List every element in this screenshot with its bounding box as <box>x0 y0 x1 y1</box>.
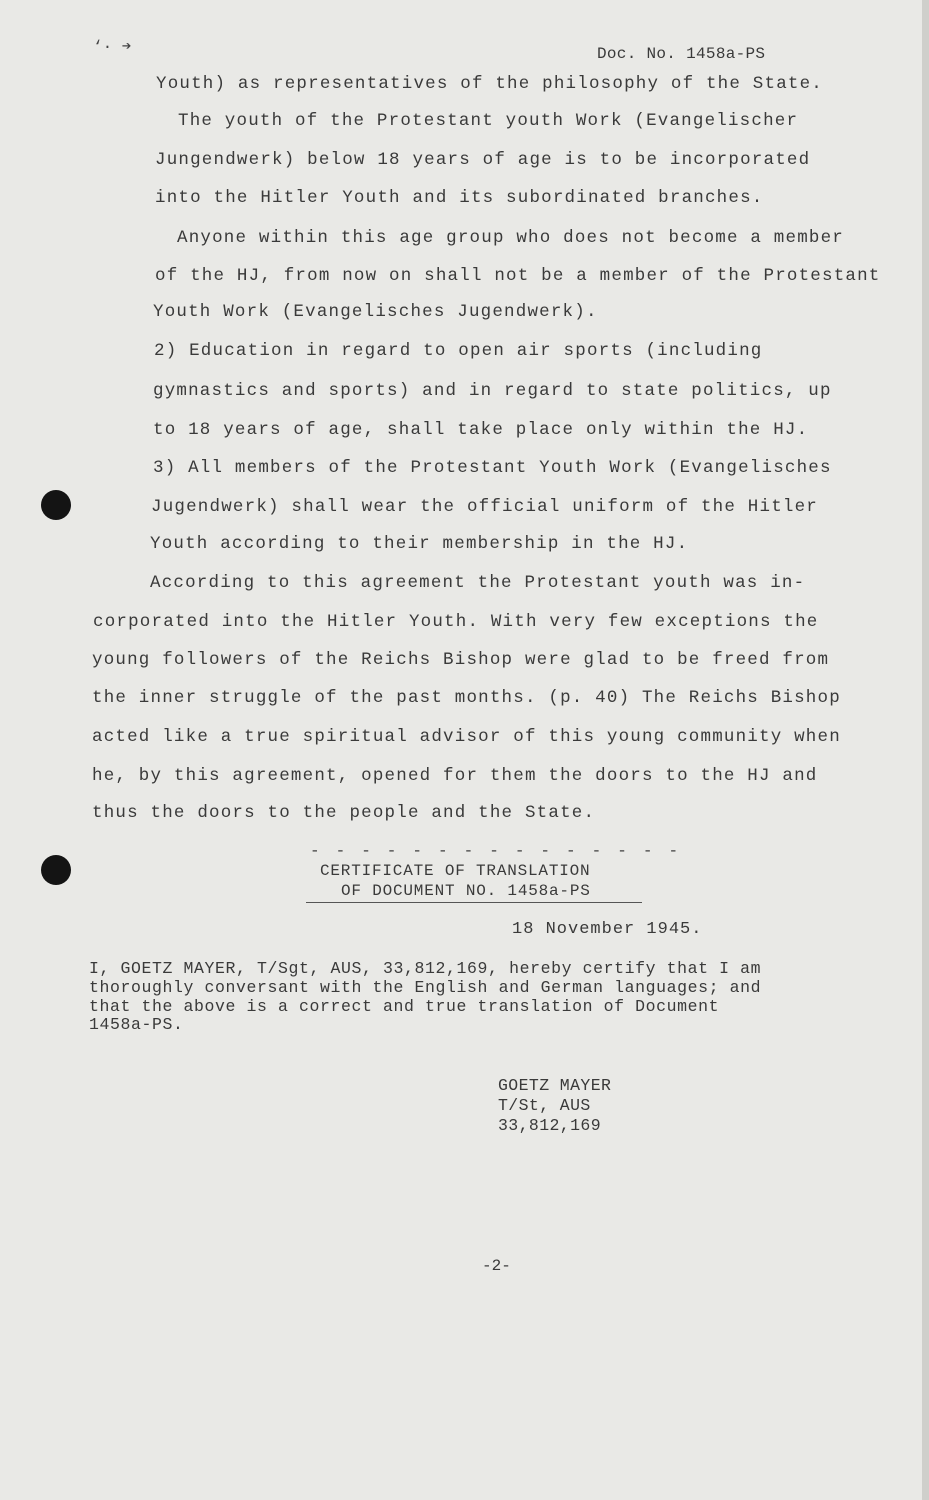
certificate-subtitle: OF DOCUMENT NO. 1458a-PS <box>306 882 642 903</box>
certificate-divider: - - - - - - - - - - - - - - - <box>310 842 682 860</box>
body-line: The youth of the Protestant youth Work (Evangelischer <box>178 111 799 131</box>
signature-rank: T/St, AUS <box>498 1096 591 1115</box>
certificate-statement-line: 1458a-PS. <box>89 1015 184 1034</box>
body-line: thus the doors to the people and the State. <box>92 803 596 823</box>
body-line: Jungendwerk) below 18 years of age is to be incorporated <box>155 150 811 170</box>
body-line: corporated into the Hitler Youth. With very few exceptions the <box>93 612 819 632</box>
body-line: Youth) as representatives of the philosophy of the State. <box>156 74 823 94</box>
certificate-title: CERTIFICATE OF TRANSLATION <box>320 862 591 880</box>
body-line: 3) All members of the Protestant Youth Work (Evangelisches <box>153 458 832 478</box>
body-line: According to this agreement the Protestant youth was in- <box>150 573 806 593</box>
certificate-date: 18 November 1945. <box>512 920 703 939</box>
body-line: Jugendwerk) shall wear the official uniform of the Hitler <box>151 497 818 517</box>
body-line: Youth according to their membership in the HJ. <box>150 534 689 554</box>
body-line: gymnastics and sports) and in regard to state politics, up <box>153 381 832 401</box>
body-line: acted like a true spiritual advisor of this young community when <box>92 727 841 747</box>
document-number: Doc. No. 1458a-PS <box>597 45 766 63</box>
body-line: Anyone within this age group who does not become a member <box>177 228 844 248</box>
corner-mark: ‘· ➔ <box>93 38 132 56</box>
body-line: the inner struggle of the past months. (p. 40) The Reichs Bishop <box>92 688 841 708</box>
signature-serial: 33,812,169 <box>498 1116 602 1135</box>
punch-hole <box>41 855 71 885</box>
body-line: to 18 years of age, shall take place only within the HJ. <box>153 420 809 440</box>
body-line: young followers of the Reichs Bishop were glad to be freed from <box>92 650 830 670</box>
body-line: of the HJ, from now on shall not be a member of the Protestant <box>155 266 881 286</box>
body-line: Youth Work (Evangelisches Jugendwerk). <box>153 302 598 322</box>
body-line: 2) Education in regard to open air sports (including <box>154 341 763 361</box>
certificate-statement-line: thoroughly conversant with the English and German languages; and <box>89 978 762 997</box>
page-number: -2- <box>482 1257 511 1275</box>
page-edge-shadow <box>922 0 929 1500</box>
body-line: into the Hitler Youth and its subordinated branches. <box>155 188 764 208</box>
certificate-statement-line: that the above is a correct and true translation of Document <box>89 997 720 1016</box>
body-line: he, by this agreement, opened for them the doors to the HJ and <box>92 766 818 786</box>
punch-hole <box>41 490 71 520</box>
certificate-statement-line: I, GOETZ MAYER, T/Sgt, AUS, 33,812,169, hereby certify that I am <box>89 959 762 978</box>
signature-name: GOETZ MAYER <box>498 1076 612 1095</box>
